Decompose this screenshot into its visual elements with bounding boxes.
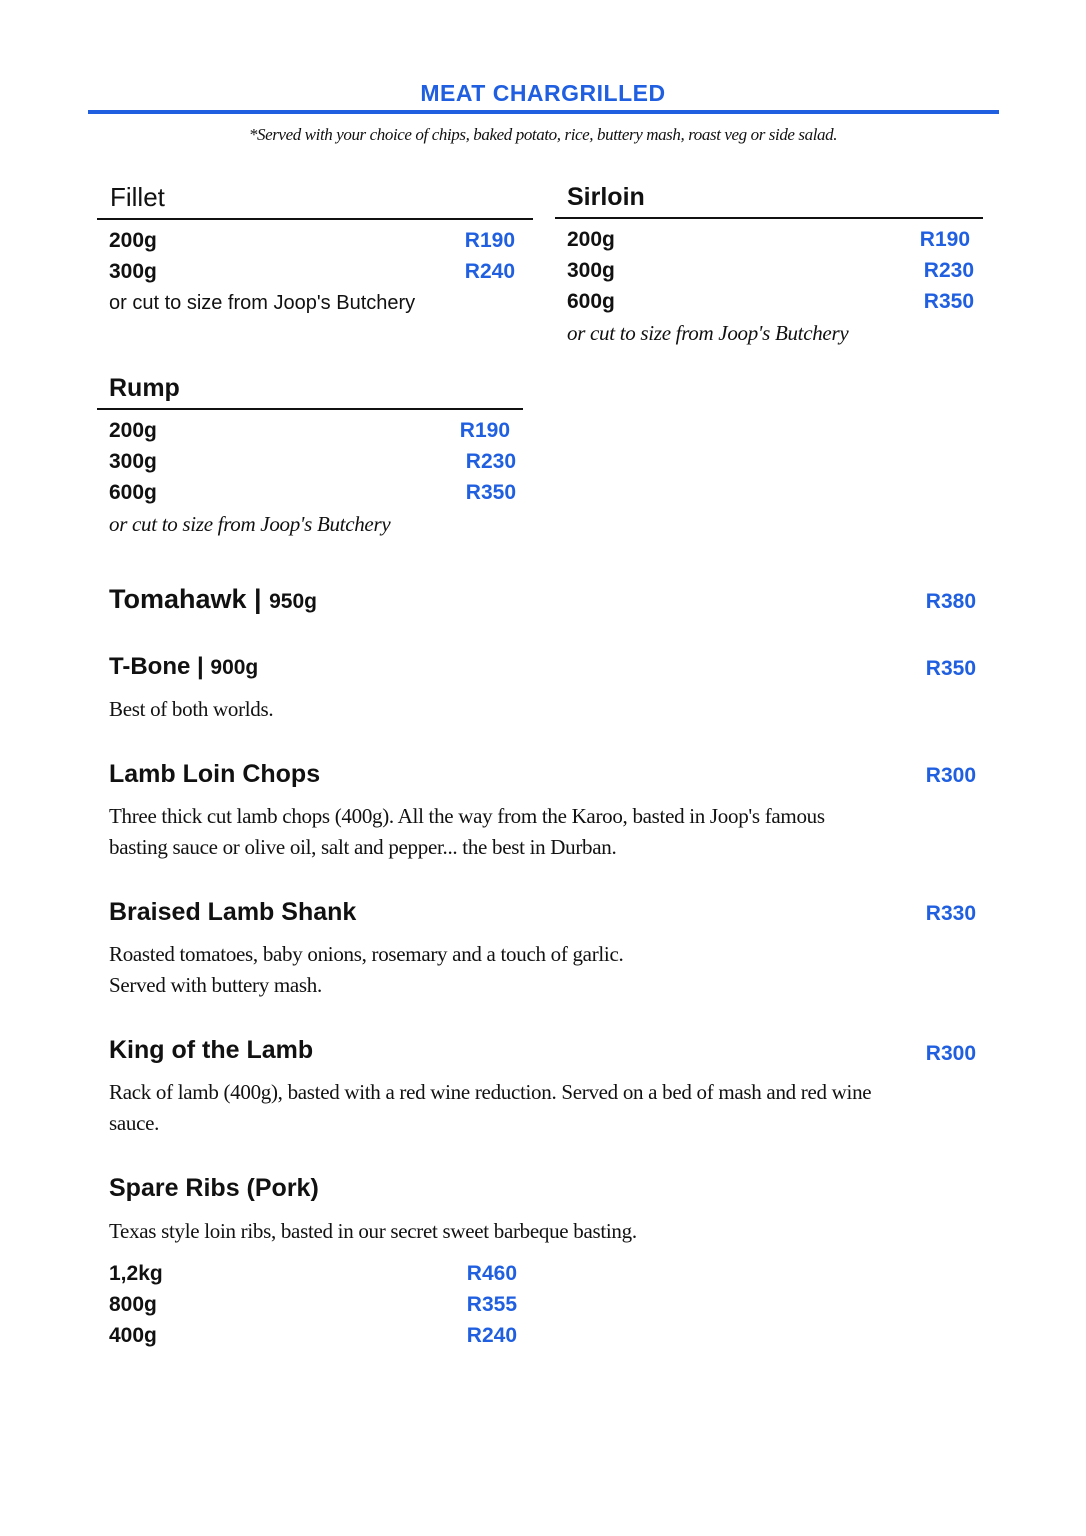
rump-price: R190 — [459, 419, 510, 442]
fillet-divider — [97, 218, 533, 220]
tomahawk-heading: Tomahawk | 950g — [109, 584, 317, 614]
tbone-price: R350 — [925, 657, 976, 680]
spare-ribs-heading: Spare Ribs (Pork) — [109, 1174, 319, 1202]
section-subtitle: *Served with your choice of chips, baked potato, rice, buttery mash, roast veg or side salad. — [248, 125, 838, 144]
rump-size: 200g — [109, 419, 157, 442]
tbone-size: 900g — [210, 656, 259, 679]
lamb-loin-price: R300 — [925, 764, 976, 787]
tomahawk-price: R380 — [925, 590, 976, 613]
sirloin-price: R230 — [923, 259, 974, 282]
tomahawk-name: Tomahawk — [109, 584, 247, 614]
spare-ribs-description: Texas style loin ribs, basted in our secret sweet barbeque basting. — [109, 1219, 637, 1243]
rump-divider — [97, 408, 523, 410]
lamb-shank-price: R330 — [925, 902, 976, 925]
rump-size: 600g — [109, 481, 157, 504]
fillet-price: R190 — [464, 229, 515, 252]
king-lamb-heading: King of the Lamb — [109, 1036, 314, 1064]
rump-note: or cut to size from Joop's Butchery — [109, 512, 391, 536]
spare-ribs-price: R240 — [466, 1324, 517, 1347]
rump-price: R230 — [465, 450, 516, 473]
fillet-size: 200g — [109, 229, 157, 252]
sirloin-divider — [555, 217, 983, 219]
spare-ribs-size: 400g — [109, 1324, 157, 1347]
spare-ribs-size: 1,2kg — [109, 1262, 163, 1285]
lamb-loin-description: Three thick cut lamb chops (400g). All the way from the Karoo, basted in Joop's famous basting sauce or olive oil, salt and pepper... the best in Durban. — [109, 804, 825, 859]
title-divider — [88, 110, 999, 114]
tbone-heading: T-Bone | 900g — [109, 653, 259, 680]
rump-size: 300g — [109, 450, 157, 473]
spare-ribs-price: R460 — [466, 1262, 517, 1285]
sirloin-heading: Sirloin — [567, 183, 645, 211]
lamb-shank-description: Roasted tomatoes, baby onions, rosemary and a touch of garlic. — [109, 942, 624, 966]
sirloin-size: 300g — [567, 259, 615, 282]
lamb-shank-description: Served with buttery mash. — [109, 973, 322, 997]
tbone-description: Best of both worlds. — [109, 697, 274, 721]
king-lamb-price: R300 — [925, 1042, 976, 1065]
fillet-note: or cut to size from Joop's Butchery — [109, 292, 416, 314]
rump-heading: Rump — [109, 374, 180, 402]
tbone-name: T-Bone — [109, 653, 191, 680]
sirloin-price: R350 — [923, 290, 974, 313]
spare-ribs-size: 800g — [109, 1293, 157, 1316]
rump-price: R350 — [465, 481, 516, 504]
fillet-price: R240 — [464, 260, 515, 283]
lamb-loin-heading: Lamb Loin Chops — [109, 760, 321, 788]
spare-ribs-price: R355 — [466, 1293, 517, 1316]
fillet-size: 300g — [109, 260, 157, 283]
sirloin-note: or cut to size from Joop's Butchery — [567, 321, 849, 345]
section-title: MEAT CHARGRILLED — [420, 80, 666, 106]
sirloin-price: R190 — [919, 228, 970, 251]
lamb-shank-heading: Braised Lamb Shank — [109, 898, 357, 926]
sirloin-size: 600g — [567, 290, 615, 313]
king-lamb-description: Rack of lamb (400g), basted with a red wine reduction. Served on a bed of mash and red wine sauce. — [109, 1080, 872, 1135]
fillet-heading: Fillet — [110, 182, 165, 212]
tomahawk-size: 950g — [269, 590, 317, 613]
sirloin-size: 200g — [567, 228, 615, 251]
